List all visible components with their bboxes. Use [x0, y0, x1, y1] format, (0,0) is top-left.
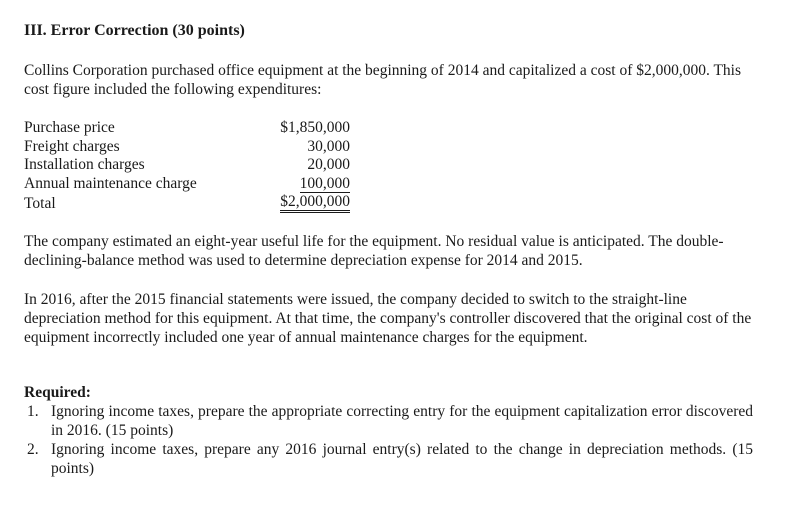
cost-amount [256, 137, 350, 156]
intro-paragraph: Collins Corporation purchased office equipment at the beginning of 2014 and capitalized a cost of $2,000,000. This cost figure included the following expenditures: [24, 62, 742, 98]
cost-amount [256, 156, 350, 175]
cost-label: Installation charges [24, 156, 145, 174]
total-row [24, 193, 350, 213]
estimate-paragraph: The company estimated an eight-year useful life for the equipment. No residual value is anticipated. The double-declining-balance method was used to determine depreciation expense for 2014 and 2015. [24, 233, 724, 269]
required-item-number: 1. [27, 403, 39, 420]
required-section [24, 383, 764, 478]
cost-amount [256, 118, 350, 137]
total-amount [256, 193, 350, 213]
cost-amount-value: $1,850,000 [280, 118, 350, 136]
total-amount-value: $2,000,000 [280, 193, 350, 213]
required-list [24, 402, 764, 478]
required-item [24, 440, 753, 478]
cost-amount-value: 100,000 [299, 175, 350, 193]
cost-amount-value: 20,000 [307, 156, 350, 174]
table-row [24, 118, 350, 137]
expenditure-table [24, 118, 350, 213]
cost-amount [256, 174, 350, 193]
table-row [24, 174, 350, 193]
required-item-text: Ignoring income taxes, prepare the appropriate correcting entry for the equipment capitalization error discovered in 2016. (15 points) [51, 403, 753, 439]
table-row [24, 156, 350, 175]
required-item [24, 402, 753, 440]
required-item-number: 2. [27, 441, 39, 458]
table-row [24, 137, 350, 156]
total-label: Total [24, 195, 56, 213]
cost-amount-value: 30,000 [307, 137, 350, 155]
cost-label: Freight charges [24, 137, 120, 155]
required-item-text: Ignoring income taxes, prepare any 2016 journal entry(s) related to the change in depreciation methods. (15 points) [51, 441, 753, 477]
section-heading: III. Error Correction (30 points) [24, 22, 245, 39]
change-paragraph: In 2016, after the 2015 financial statements were issued, the company decided to switch to the straight-line depreciation method for this equipment. At that time, the company's controller discovered that the original cost of the equipment incorrectly included one year of annual maintenance charges for the equipment. [24, 291, 752, 346]
cost-label: Annual maintenance charge [24, 175, 197, 193]
cost-label: Purchase price [24, 118, 115, 136]
required-title: Required: [24, 384, 91, 401]
